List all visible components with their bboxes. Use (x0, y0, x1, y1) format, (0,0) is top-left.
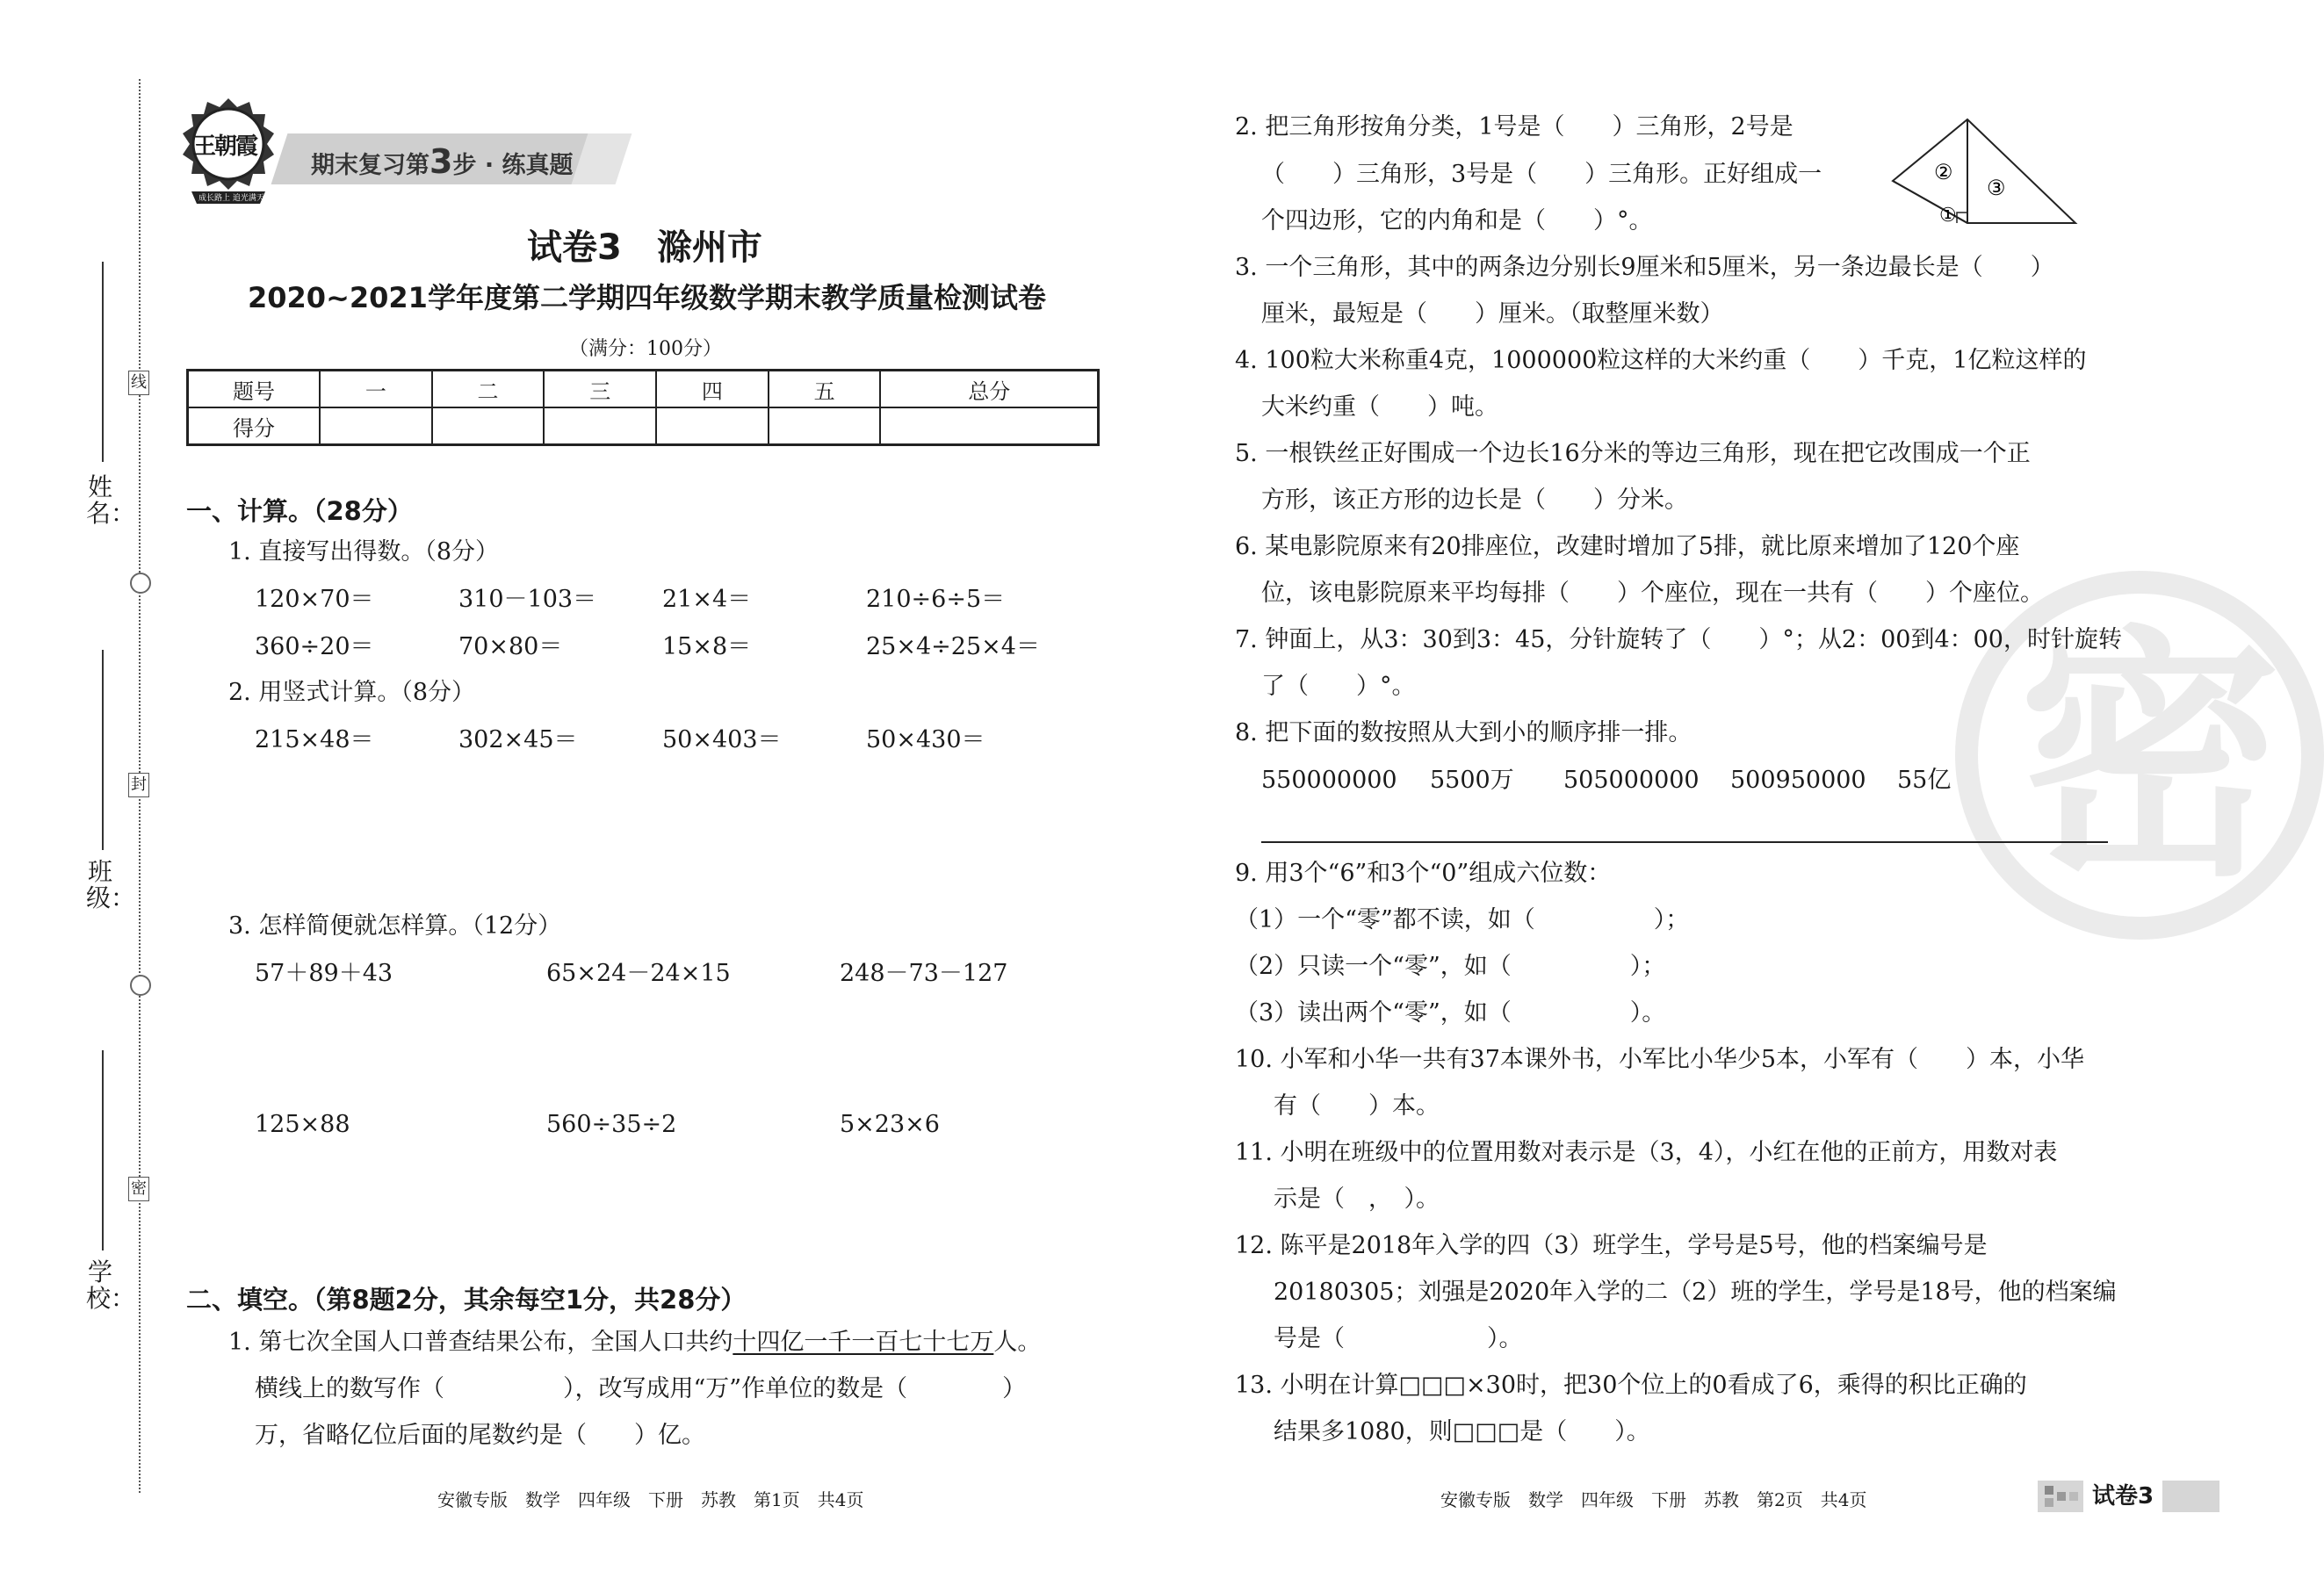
triangle-label-3: ③ (1987, 176, 2006, 200)
fill-1-line-1 (228, 1328, 1041, 1358)
calc-item: 360÷20＝ (255, 633, 374, 660)
q13-line-2: 结果多1080，则□□□是（ ）。 (1274, 1418, 1650, 1445)
triangle-label-1: ① (1939, 205, 1957, 227)
score-cell: 三 (544, 371, 656, 408)
fill-1-line-3: 万，省略亿位后面的尾数约是（ ）亿。 (255, 1422, 705, 1449)
q8-number: 55亿 (1897, 767, 1952, 794)
fill-1-text: 1. 第七次全国人口普查结果公布，全国人口共约 (228, 1329, 733, 1356)
seal-line-mark: 线 (128, 371, 149, 395)
q6-line-1: 6. 某电影院原来有20排座位，改建时增加了5排，就比原来增加了120个座 (1235, 533, 2020, 560)
q8-number: 500950000 (1730, 767, 1866, 794)
score-cell: 得分 (188, 407, 321, 445)
q11-line-1: 11. 小明在班级中的位置用数对表示是（3，4），小红在他的正前方，用数对表 (1235, 1139, 2058, 1166)
q8-number: 550000000 (1261, 767, 1397, 794)
quadrilateral-outline (1893, 119, 2075, 223)
calc-item: 5×23×6 (840, 1111, 940, 1138)
page-tag-label: 试卷3 (2083, 1481, 2162, 1512)
score-cell: 二 (432, 371, 545, 408)
footer-right: 安徽专版 数学 四年级 下册 苏教 第2页 共4页 (1440, 1489, 1867, 1510)
seal-seal-mark: 封 (128, 773, 149, 797)
triangle-diagram (1888, 114, 2082, 233)
q11-line-2: 示是（ ， ）。 (1274, 1185, 1440, 1213)
calc-item: 125×88 (255, 1111, 350, 1138)
q12-line-3: 号是（ ）。 (1274, 1325, 1523, 1352)
q6-line-2: 位，该电影院原来平均每排（ ）个座位，现在一共有（ ）个座位。 (1261, 580, 2044, 607)
score-cell: 总分 (880, 371, 1098, 408)
q10-line-2: 有（ ）本。 (1274, 1092, 1440, 1120)
logo-tagline: 成长路上 追光满天 (198, 194, 264, 203)
score-table-score-row (188, 407, 1099, 445)
q2-line-2: （ ）三角形，3号是（ ）三角形。正好组成一 (1261, 161, 1822, 188)
q8-number: 505000000 (1563, 767, 1700, 794)
problem-1-title: 1. 直接写出得数。（8分） (228, 538, 500, 566)
q13-line-1: 13. 小明在计算□□□×30时，把30个位上的0看成了6，乘得的积比正确的 (1235, 1372, 2027, 1399)
seal-hole-mark (130, 573, 151, 594)
class-label: 班级： (86, 857, 136, 912)
calc-item: 215×48＝ (255, 726, 374, 753)
calc-item: 70×80＝ (458, 633, 563, 660)
triangle-label-2: ② (1934, 160, 1953, 184)
q3-line-2: 厘米，最短是（ ）厘米。（取整厘米数） (1261, 300, 1724, 328)
calc-item: 120×70＝ (255, 586, 374, 613)
calc-item: 210÷6÷5＝ (866, 586, 1006, 613)
footer-left: 安徽专版 数学 四年级 下册 苏教 第1页 共4页 (437, 1489, 864, 1510)
fill-1-underlined-number: 十四亿一千一百七十七万 (733, 1329, 994, 1356)
q8-line-1: 8. 把下面的数按照从大到小的顺序排一排。 (1235, 719, 1692, 746)
tag-square-icon (2069, 1492, 2078, 1501)
page-tag (2038, 1481, 2219, 1512)
score-input-cell[interactable] (320, 407, 432, 445)
q12-line-2: 20180305；刘强是2020年入学的二（2）班的学生，学号是18号，他的档案编 (1274, 1279, 2117, 1306)
exam-subtitle: 2020~2021学年度第二学期四年级数学期末教学质量检测试卷 (248, 281, 1046, 314)
full-score-note: （满分：100分） (569, 338, 722, 360)
q8-answer-line[interactable] (1261, 841, 2108, 843)
fill-1-text-end: 人。 (993, 1329, 1042, 1356)
tag-square-icon (2045, 1498, 2053, 1507)
brand-logo (176, 97, 281, 202)
logo-text: 王朝霞 (193, 133, 257, 160)
q5-line-1: 5. 一根铁丝正好围成一个边长16分米的等边三角形，现在把它改围成一个正 (1235, 440, 2031, 467)
watermark-char: 密 (2018, 605, 2282, 912)
exam-title: 试卷3 滁州市 (527, 227, 762, 268)
name-label: 姓名： (86, 472, 136, 528)
calc-item: 21×4＝ (662, 586, 752, 613)
calc-item: 25×4÷25×4＝ (866, 633, 1040, 660)
score-input-cell[interactable] (432, 407, 545, 445)
q2-line-3: 个四边形，它的内角和是（ ）°。 (1261, 207, 1653, 234)
tag-square-icon (2057, 1492, 2066, 1501)
calc-item: 310－103＝ (458, 586, 597, 613)
q9-part-1: （1）一个“零”都不读，如（ ）； (1235, 906, 1690, 933)
score-input-cell[interactable] (769, 407, 881, 445)
calc-item: 302×45＝ (458, 726, 578, 753)
score-cell: 一 (320, 371, 432, 408)
score-cell: 四 (656, 371, 769, 408)
q2-line-1: 2. 把三角形按角分类，1号是（ ）三角形，2号是 (1235, 113, 1794, 141)
calc-item: 248－73－127 (840, 960, 1008, 987)
name-field-line[interactable] (102, 262, 104, 462)
q9-part-3: （3）读出两个“零”，如（ ）。 (1235, 999, 1666, 1027)
score-table-header-row (188, 371, 1099, 408)
calc-item: 560÷35÷2 (546, 1111, 677, 1138)
q8-number: 5500万 (1430, 767, 1514, 794)
school-field-line[interactable] (102, 1050, 104, 1250)
section-1-title: 一、计算。（28分） (186, 496, 413, 526)
banner-text (311, 142, 574, 181)
fill-1-line-2: 横线上的数写作（ ），改写成用“万”作单位的数是（ ） (255, 1375, 1027, 1402)
q9-part-2: （2）只读一个“零”，如（ ）； (1235, 953, 1666, 980)
q10-line-1: 10. 小军和小华一共有37本课外书，小军比小华少5本，小军有（ ）本，小华 (1235, 1046, 2085, 1073)
problem-3-title: 3. 怎样简便就怎样算。（12分） (228, 912, 562, 940)
class-field-line[interactable] (102, 650, 104, 850)
q4-line-1: 4. 100粒大米称重4克，1000000粒这样的大米约重（ ）千克，1亿粒这样的 (1235, 347, 2087, 374)
section-2-title: 二、填空。（第8题2分，其余每空1分，共28分） (186, 1285, 747, 1315)
q12-line-1: 12. 陈平是2018年入学的四（3）班学生，学号是5号，他的档案编号是 (1235, 1232, 1988, 1259)
calc-item: 15×8＝ (662, 633, 752, 660)
q7-line-2: 了（ ）°。 (1261, 673, 1416, 700)
school-label: 学校： (86, 1258, 136, 1313)
problem-2-title: 2. 用竖式计算。（8分） (228, 679, 476, 706)
calc-item: 57＋89＋43 (255, 960, 393, 987)
q4-line-2: 大米约重（ ）吨。 (1261, 393, 1498, 421)
tag-square-icon (2045, 1486, 2053, 1495)
q9-line-1: 9. 用3个“6”和3个“0”组成六位数： (1235, 860, 1612, 887)
calc-item: 65×24－24×15 (546, 960, 731, 987)
seal-hole-mark (130, 975, 151, 996)
score-input-cell[interactable] (544, 407, 656, 445)
score-cell: 五 (769, 371, 881, 408)
score-input-cell[interactable] (656, 407, 769, 445)
banner-post: 步 · 练真题 (452, 152, 574, 179)
score-cell: 题号 (188, 371, 321, 408)
banner-num: 3 (429, 142, 453, 181)
q7-line-1: 7. 钟面上，从3：30到3：45，分针旋转了（ ）°；从2：00到4：00，时针旋转 (1235, 626, 2122, 653)
seal-secret-mark: 密 (128, 1177, 149, 1201)
score-input-cell[interactable] (880, 407, 1098, 445)
q3-line-1: 3. 一个三角形，其中的两条边分别长9厘米和5厘米，另一条边最长是（ ） (1235, 254, 2054, 281)
calc-item: 50×403＝ (662, 726, 782, 753)
q5-line-2: 方形，该正方形的边长是（ ）分米。 (1261, 486, 1688, 514)
score-table (186, 369, 1100, 446)
calc-item: 50×430＝ (866, 726, 985, 753)
banner-pre: 期末复习第 (311, 152, 429, 179)
